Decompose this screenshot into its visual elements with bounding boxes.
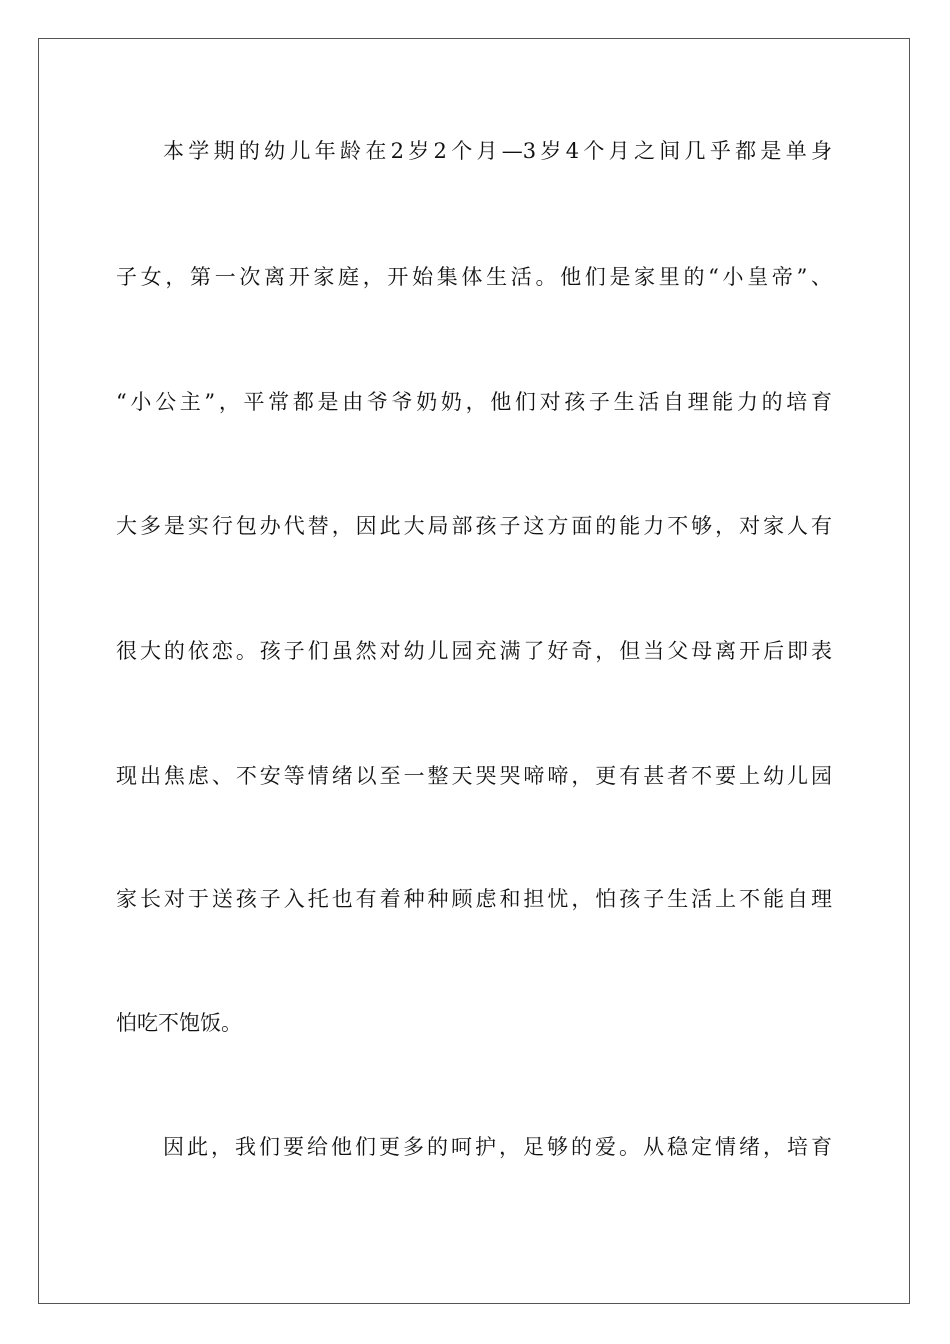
paragraph-1-line-6: 现出焦虑、不安等情绪以至一整天哭哭啼啼，更有甚者不要上幼儿园 (116, 764, 832, 788)
paragraph-1-line-2: 子女，第一次离开家庭，开始集体生活。他们是家里的“小皇帝”、 (116, 265, 832, 289)
paragraph-2-line-1: 因此，我们要给他们更多的呵护，足够的爱。从稳定情绪，培育 (163, 1135, 832, 1159)
paragraph-1-line-1: 本学期的幼儿年龄在2岁2个月—3岁4个月之间几乎都是单身 (163, 139, 832, 163)
paragraph-1-line-7: 家长对于送孩子入托也有着种种顾虑和担忧，怕孩子生活上不能自理 (116, 887, 832, 911)
page-border (38, 38, 910, 1304)
paragraph-1-line-8: 怕吃不饱饭。 (116, 1011, 242, 1035)
paragraph-1-line-3: “小公主”，平常都是由爷爷奶奶，他们对孩子生活自理能力的培育 (116, 390, 832, 414)
paragraph-1-line-5: 很大的依恋。孩子们虽然对幼儿园充满了好奇，但当父母离开后即表 (116, 639, 832, 663)
paragraph-1-line-4: 大多是实行包办代替，因此大局部孩子这方面的能力不够，对家人有 (116, 514, 832, 538)
